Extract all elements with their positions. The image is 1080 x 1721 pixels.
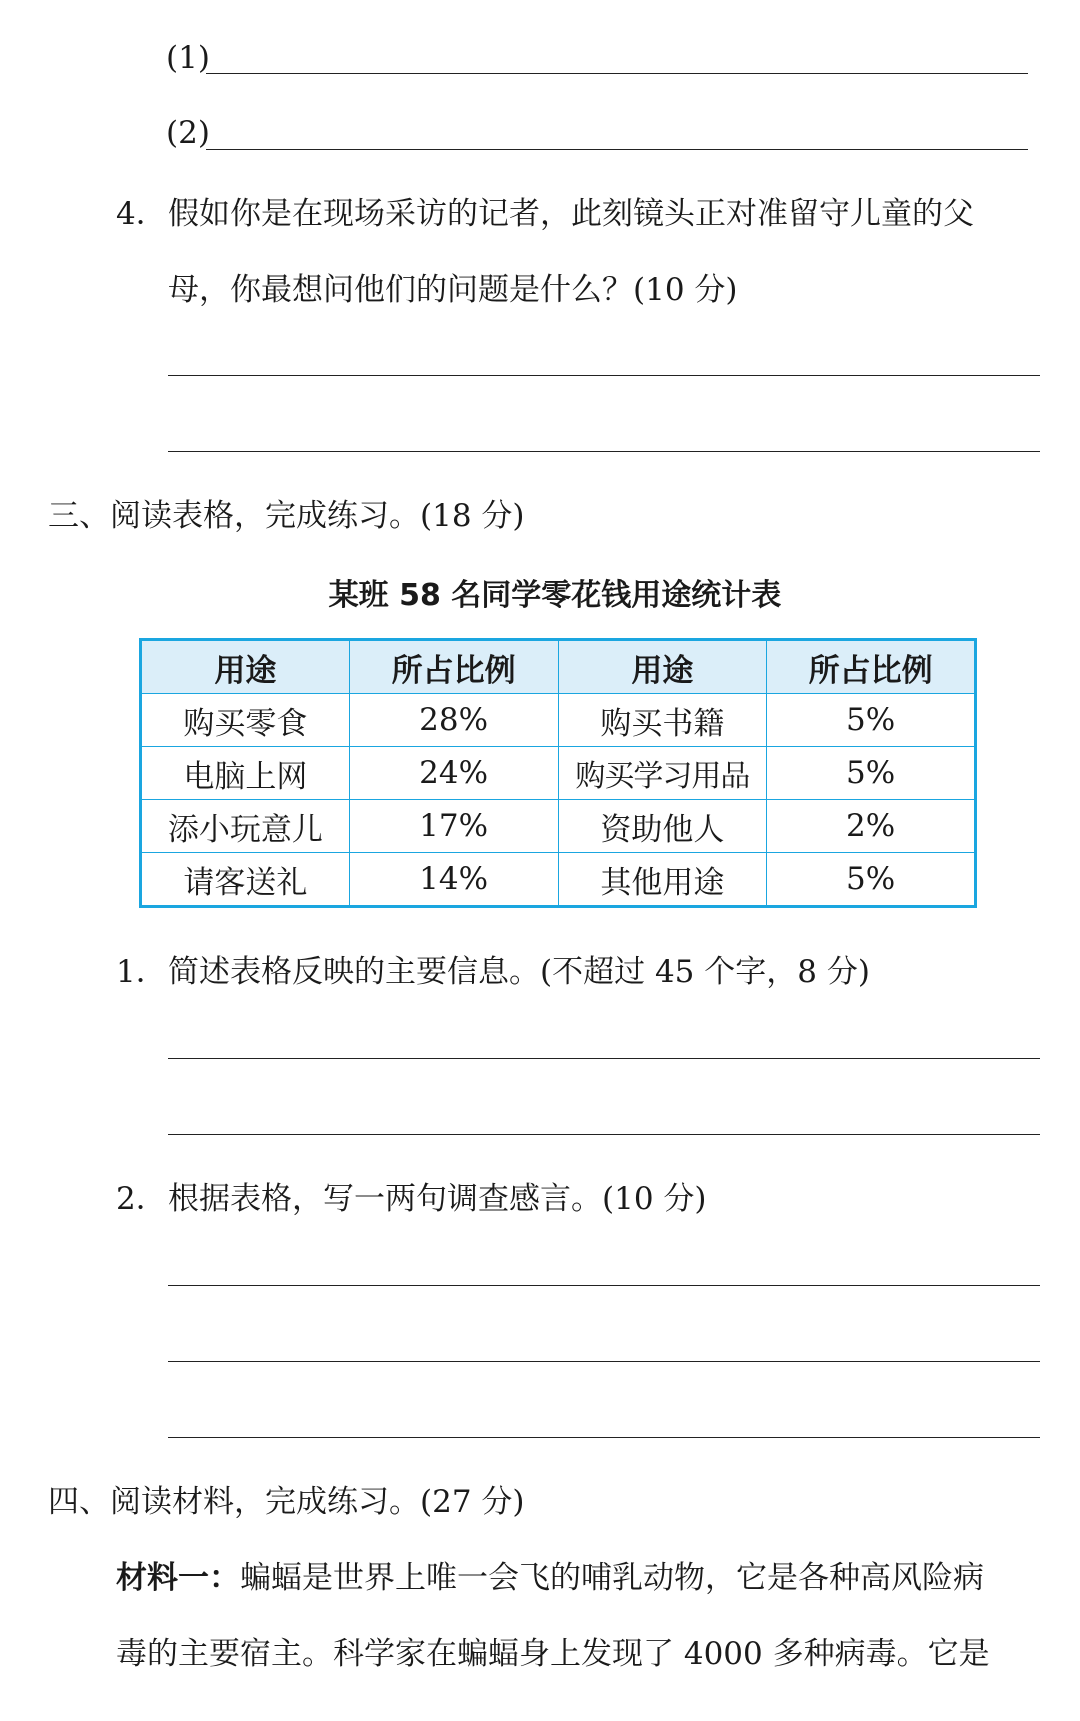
table-row bbox=[141, 694, 976, 747]
cell-ratio: 14% bbox=[349, 853, 558, 907]
cell-purpose: 购买零食 bbox=[141, 694, 350, 747]
section-4-heading-text: 四、阅读材料，完成练习。 bbox=[48, 1484, 420, 1520]
table-row bbox=[141, 853, 976, 907]
question-2-text: 根据表格，写一两句调查感言。(10 分) bbox=[168, 1181, 707, 1217]
section-4-heading bbox=[48, 1476, 525, 1521]
question-4-text-line1: 假如你是在现场采访的记者，此刻镜头正对准留守儿童的父 bbox=[168, 196, 974, 232]
answer-line-blank-1[interactable] bbox=[206, 73, 1028, 74]
answer-line-blank-2[interactable] bbox=[206, 149, 1028, 150]
section-3-points: (18 分) bbox=[420, 498, 525, 534]
answer-line-s3q2-2[interactable] bbox=[168, 1361, 1040, 1362]
answer-line-s3q2-3[interactable] bbox=[168, 1437, 1040, 1438]
material-1-label: 材料一： bbox=[116, 1560, 240, 1596]
header-ratio-2: 所占比例 bbox=[767, 640, 976, 694]
answer-line-q4-1[interactable] bbox=[168, 375, 1040, 376]
question-1-number: 1． bbox=[116, 954, 167, 990]
cell-purpose: 购买学习用品 bbox=[558, 747, 767, 800]
cell-purpose: 添小玩意儿 bbox=[141, 800, 350, 853]
question-2-number: 2． bbox=[116, 1181, 167, 1217]
question-4-number: 4． bbox=[116, 196, 167, 232]
question-4-text-line2: 母，你最想问他们的问题是什么？(10 分) bbox=[168, 272, 738, 308]
cell-ratio: 5% bbox=[767, 694, 976, 747]
header-purpose-2: 用途 bbox=[558, 640, 767, 694]
cell-ratio: 2% bbox=[767, 800, 976, 853]
blank-label-1: (1) bbox=[166, 40, 210, 76]
material-1-text-line2: 毒的主要宿主。科学家在蝙蝠身上发现了 4000 多种病毒。它是 bbox=[116, 1636, 990, 1672]
table-header-row bbox=[141, 640, 976, 694]
cell-ratio: 5% bbox=[767, 853, 976, 907]
table-row bbox=[141, 800, 976, 853]
cell-ratio: 28% bbox=[349, 694, 558, 747]
blank-label-2: (2) bbox=[166, 115, 210, 151]
question-1-text: 简述表格反映的主要信息。(不超过 45 个字，8 分) bbox=[168, 954, 870, 990]
answer-line-s3q1-2[interactable] bbox=[168, 1134, 1040, 1135]
table-title: 某班 58 名同学零花钱用途统计表 bbox=[328, 578, 782, 613]
cell-ratio: 17% bbox=[349, 800, 558, 853]
header-purpose-1: 用途 bbox=[141, 640, 350, 694]
section-4-points: (27 分) bbox=[420, 1484, 525, 1520]
cell-purpose: 其他用途 bbox=[558, 853, 767, 907]
answer-line-s3q1-1[interactable] bbox=[168, 1058, 1040, 1059]
material-1-text-line1: 蝙蝠是世界上唯一会飞的哺乳动物，它是各种高风险病 bbox=[240, 1560, 984, 1596]
cell-ratio: 24% bbox=[349, 747, 558, 800]
material-1-line1 bbox=[116, 1552, 1040, 1597]
section-3-heading bbox=[48, 490, 525, 535]
header-ratio-1: 所占比例 bbox=[349, 640, 558, 694]
table-row bbox=[141, 747, 976, 800]
cell-purpose: 购买书籍 bbox=[558, 694, 767, 747]
cell-purpose: 资助他人 bbox=[558, 800, 767, 853]
section-3-heading-text: 三、阅读表格，完成练习。 bbox=[48, 498, 420, 534]
cell-ratio: 5% bbox=[767, 747, 976, 800]
cell-purpose: 电脑上网 bbox=[141, 747, 350, 800]
answer-line-s3q2-1[interactable] bbox=[168, 1285, 1040, 1286]
answer-line-q4-2[interactable] bbox=[168, 451, 1040, 452]
cell-purpose: 请客送礼 bbox=[141, 853, 350, 907]
spending-stats-table bbox=[139, 638, 977, 908]
